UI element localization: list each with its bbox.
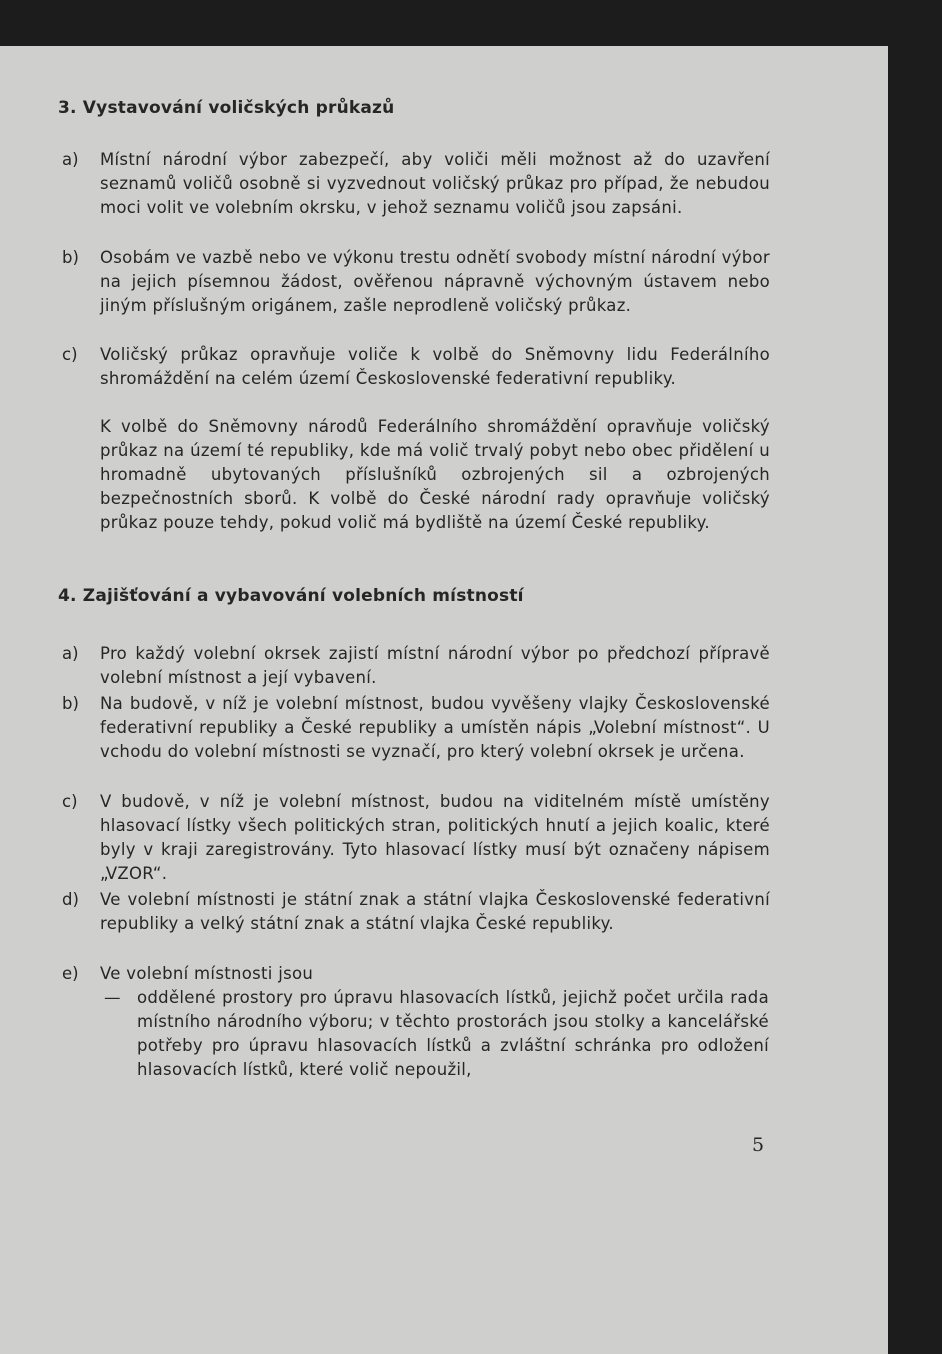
document-page: [0, 46, 888, 1354]
item-text: Místní národní výbor zabezpečí, aby voliči měli možnost až do uzavření seznamů voličů osobně si vyzvednout voličský průkaz pro případ, že nebudou moci volit ve volebním okrsku, v jehož seznamu voličů jsou zapsáni.: [100, 150, 770, 217]
section-3-title: 3. Vystavování voličských průkazů: [58, 98, 395, 118]
item-marker: a): [62, 150, 79, 169]
page-number: 5: [752, 1134, 765, 1156]
sub-item-dash: —: [104, 988, 121, 1007]
item-text: Na budově, v níž je volební místnost, budou vyvěšeny vlajky Československé federativní republiky a České republiky a umístěn nápis „Volební místnost“. U vchodu do volební místnosti se vyznačí, pro který volební okrsek je určena.: [100, 694, 770, 761]
item-text: Voličský průkaz opravňuje voliče k volbě do Sněmovny lidu Federálního shromáždění na celém území Československé federativní republiky.: [100, 345, 770, 388]
item-text: Ve volební místnosti je státní znak a státní vlajka Československé federativní republiky a velký státní znak a státní vlajka České republiky.: [100, 890, 770, 933]
item-marker: d): [62, 890, 79, 909]
item-marker: b): [62, 694, 79, 713]
item-marker: c): [62, 345, 78, 364]
sub-item-text: oddělené prostory pro úpravu hlasovacích lístků, jejichž počet určila rada místního národního výboru; v těchto prostorách jsou stolky a kancelářské potřeby pro úpravu hlasovacích lístků a zvláštní schránka pro odložení hlasovacích lístků, které volič nepoužil,: [137, 988, 769, 1079]
item-text: Osobám ve vazbě nebo ve výkonu trestu odnětí svobody místní národní výbor na jejich písemnou žádost, ověřenou nápravně výchovným ústavem nebo jiným příslušným origánem, zašle neprodleně voličský průkaz.: [100, 248, 770, 315]
item-marker: b): [62, 248, 79, 267]
item-text: Pro každý volební okrsek zajistí místní národní výbor po předchozí přípravě volební místnost a její vybavení.: [100, 644, 770, 687]
item-text: Ve volební místnosti jsou: [100, 964, 314, 983]
section-4-title: 4. Zajišťování a vybavování volebních místností: [58, 586, 524, 606]
item-marker: c): [62, 792, 78, 811]
item-text: V budově, v níž je volební místnost, budou na viditelném místě umístěny hlasovací lístky všech politických stran, politických hnutí a jejich koalic, které byly v kraji zaregistrovány. Tyto hlasovací lístky musí být označeny nápisem „VZOR“.: [100, 792, 770, 883]
item-text-continued: K volbě do Sněmovny národů Federálního shromáždění opravňuje voličský průkaz na území té republiky, kde má volič trvalý pobyt nebo obec přidělení u hromadně ubytovaných příslušníků ozbrojených sil a ozbrojených bezpečnostních sborů. K volbě do České národní rady opravňuje voličský průkaz pouze tehdy, pokud volič má bydliště na území České republiky.: [100, 417, 770, 532]
item-marker: e): [62, 964, 79, 983]
item-marker: a): [62, 644, 79, 663]
